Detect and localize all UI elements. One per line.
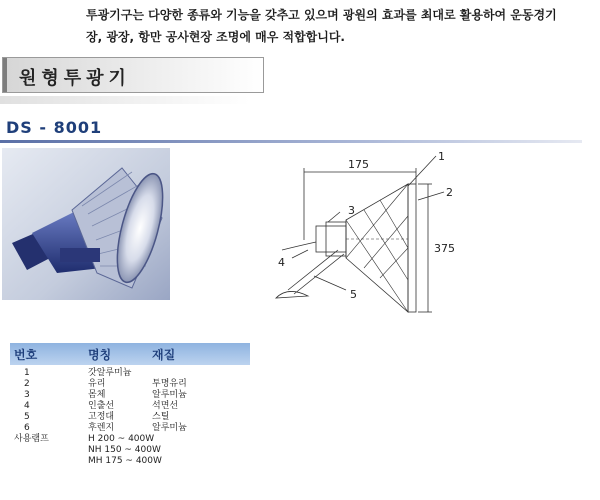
table-row: [10, 401, 250, 412]
callout-4: 4: [278, 256, 285, 269]
lamp-row: [10, 434, 250, 445]
floodlight-photo: [2, 148, 170, 300]
callout-3: 3: [348, 204, 355, 217]
lamp-row: [10, 445, 250, 456]
header-name: 명칭: [88, 348, 112, 362]
table-row: [10, 368, 250, 379]
lamp-spec: MH 175 ~ 400W: [88, 456, 162, 466]
header-number: 번호: [14, 348, 38, 362]
row-number: 1: [24, 368, 30, 378]
callout-2: 2: [446, 186, 453, 199]
dim-height: 375: [434, 242, 455, 255]
row-number: 5: [24, 412, 30, 422]
lamp-row: [10, 456, 250, 467]
row-name: 후렌지: [88, 423, 115, 433]
intro-text: [86, 4, 586, 48]
row-number: 6: [24, 423, 30, 433]
table-row: [10, 390, 250, 401]
model-underline: [0, 140, 582, 143]
technical-drawing: [268, 150, 468, 320]
table-header: [10, 343, 250, 365]
lamp-spec: H 200 ~ 400W: [88, 434, 155, 444]
row-material: 석면선: [152, 401, 179, 411]
callout-1: 1: [438, 150, 445, 163]
row-material: 스틸: [152, 412, 170, 422]
lamp-spec: NH 150 ~ 400W: [88, 445, 161, 455]
row-material: 투명유리: [152, 379, 187, 389]
row-name: 갓알루미늄: [88, 368, 132, 378]
table-row: [10, 423, 250, 434]
section-title-box: [2, 57, 264, 93]
row-number: 2: [24, 379, 30, 389]
header-material: 재질: [152, 348, 176, 362]
lamp-label: 사용램프: [14, 434, 49, 444]
intro-line-2: 장, 광장, 항만 공사현장 조명에 매우 적합합니다.: [86, 30, 345, 44]
row-material: 알루미늄: [152, 390, 187, 400]
section-title: 원형투광기: [19, 68, 131, 89]
model-number: DS - 8001: [6, 118, 103, 137]
parts-table: [10, 343, 250, 467]
callout-5: 5: [350, 288, 357, 301]
row-material: 알루미늄: [152, 423, 187, 433]
row-name: 유리: [88, 379, 106, 389]
intro-line-1: 투광기구는 다양한 종류와 기능을 갖추고 있으며 광원의 효과를 최대로 활용하여 운동경기: [86, 8, 557, 22]
row-name: 고정대: [88, 412, 115, 422]
row-number: 3: [24, 390, 30, 400]
section-title-bar: [3, 58, 7, 92]
table-row: [10, 379, 250, 390]
row-name: 몸체: [88, 390, 106, 400]
row-number: 4: [24, 401, 30, 411]
dim-width: 175: [348, 158, 369, 171]
table-row: [10, 412, 250, 423]
section-title-shadow: [0, 96, 250, 104]
row-name: 인출선: [88, 401, 115, 411]
